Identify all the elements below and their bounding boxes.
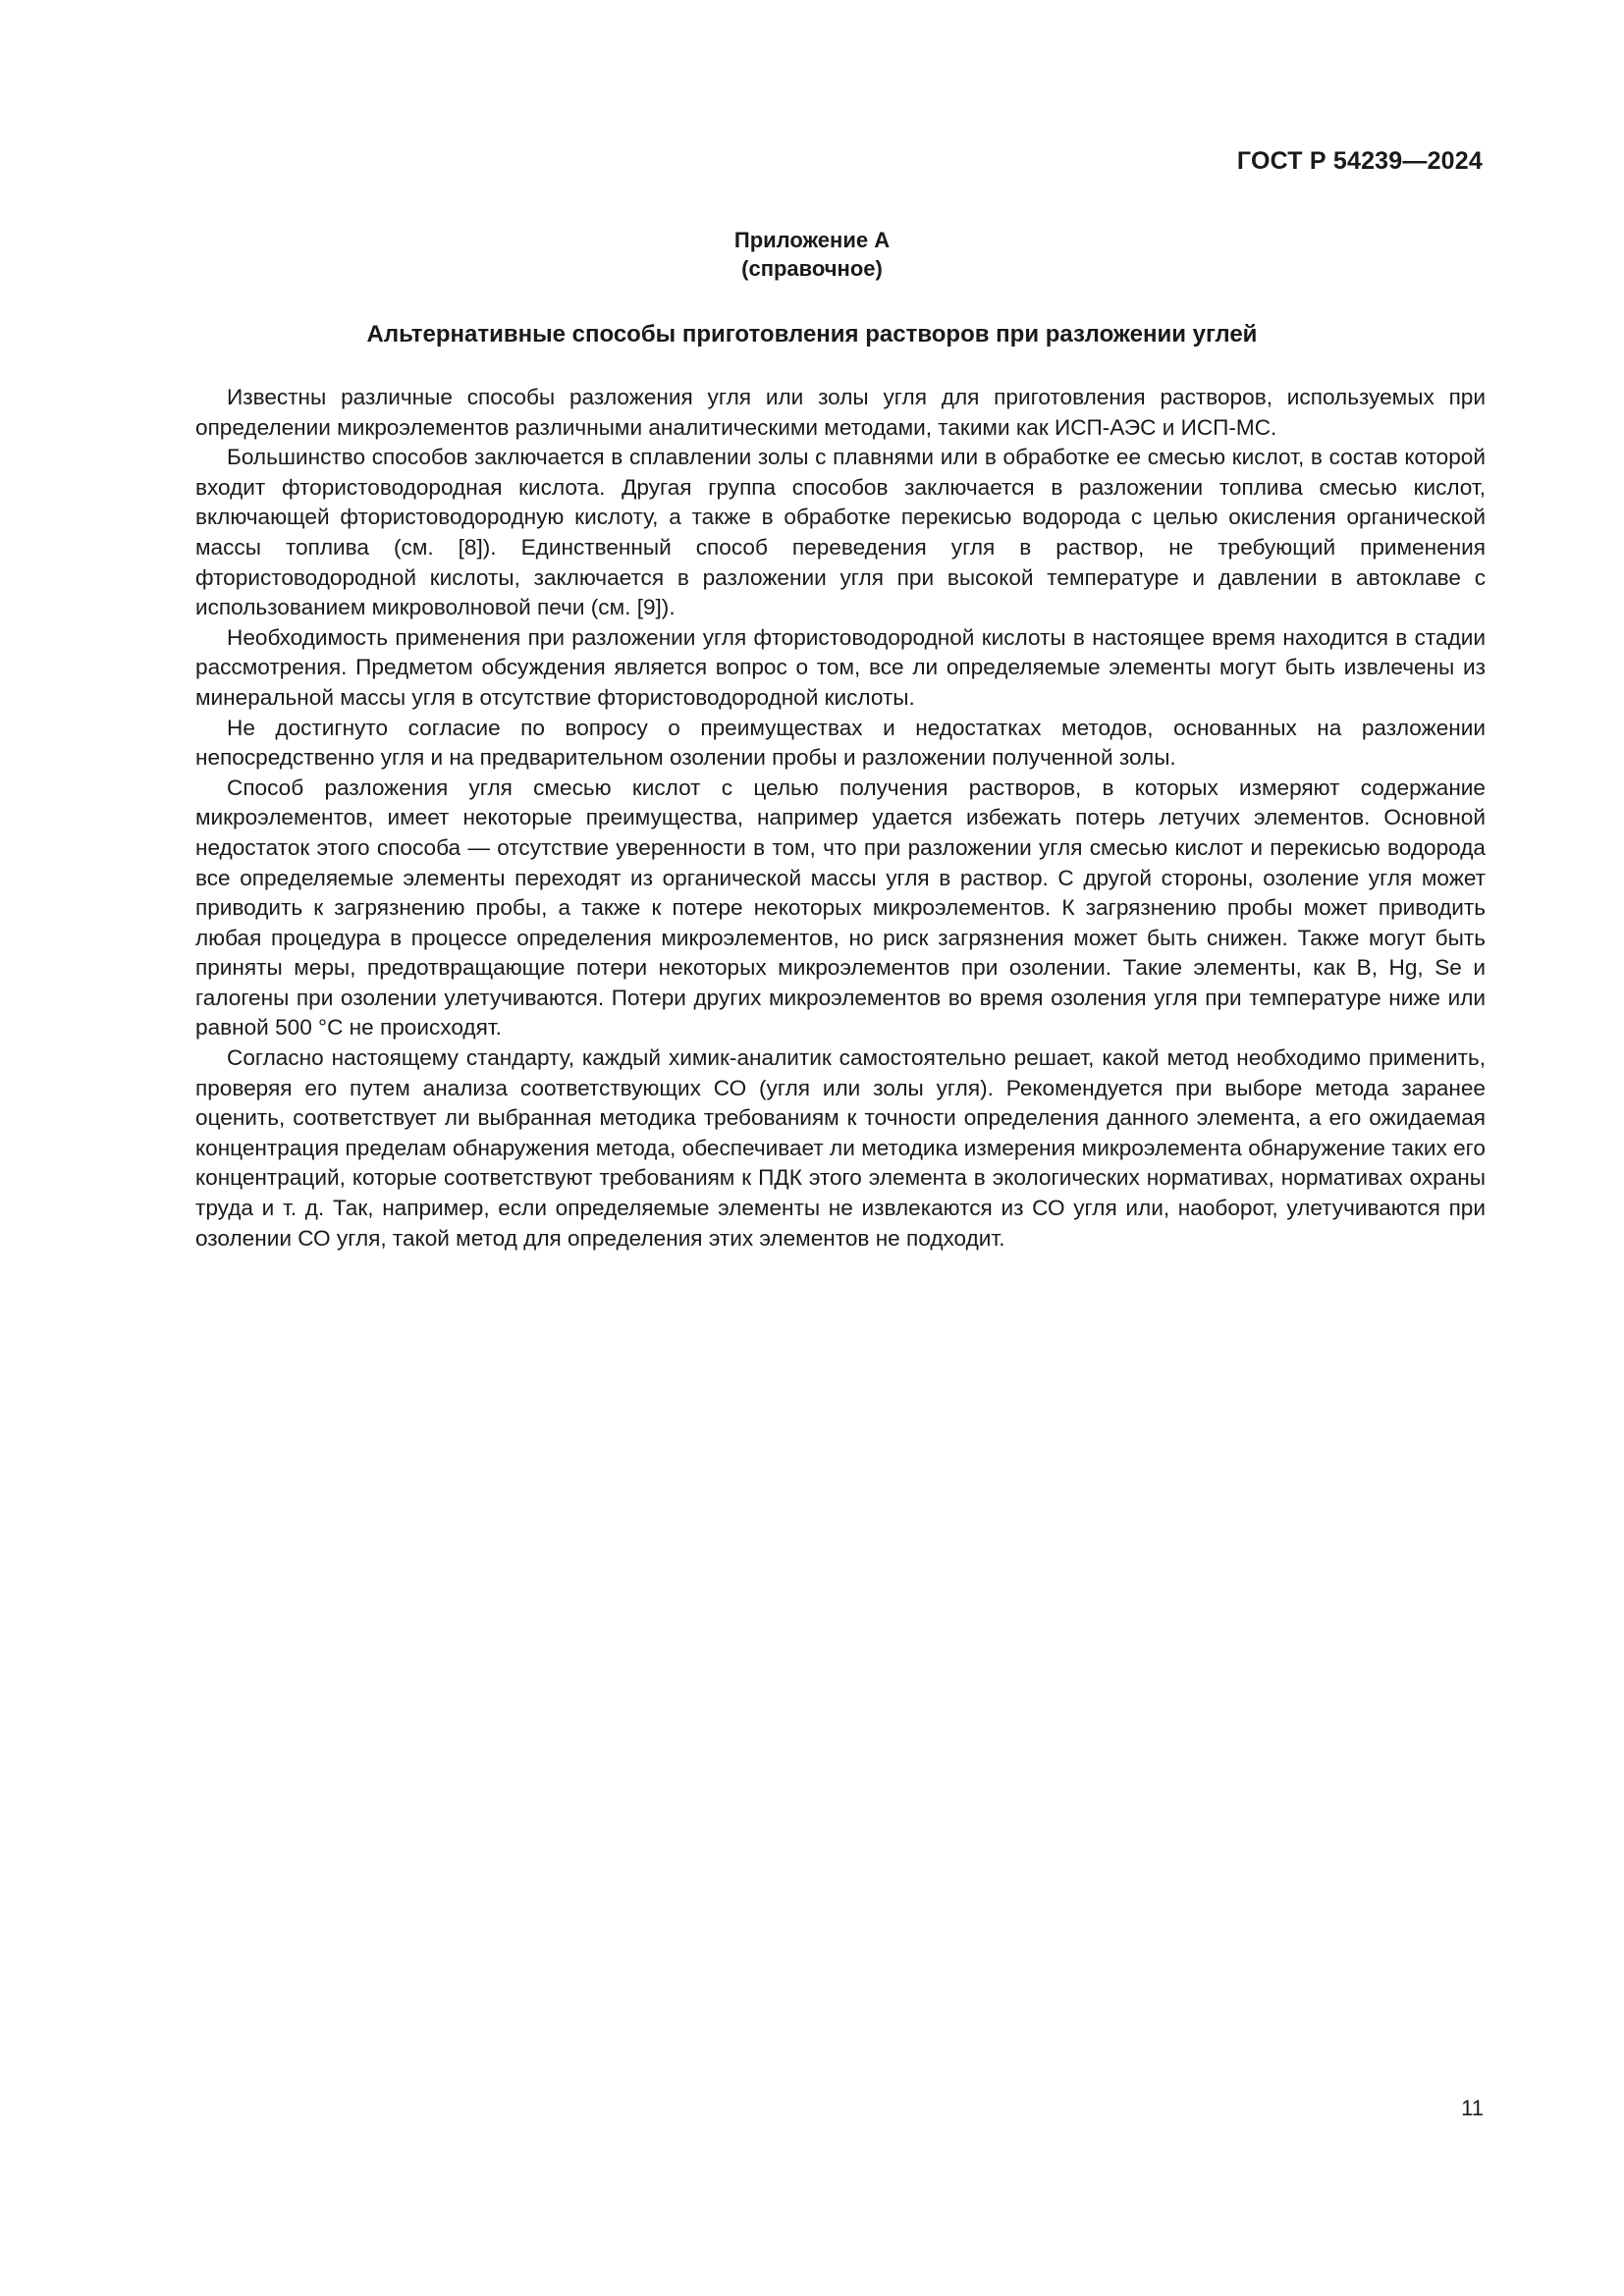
document-code: ГОСТ Р 54239—2024	[1236, 147, 1483, 175]
annex-heading	[0, 226, 1624, 283]
annex-label: Приложение А	[733, 228, 891, 252]
paragraph: Способ разложения угля смесью кислот с целью получения растворов, в которых измеряют содержание микроэлементов, имеет некоторые преимущества, например удается избежать потерь летучих элементов. Основной недостаток этого способа — отсутствие уверенности в том, что при разложении угля смесью кислот и перекисью водорода все определяемые элементы переходят из органической массы угля в раствор. С другой стороны, озоление угля может приводить к загрязнению пробы, а также к потере некоторых микроэлементов. К загрязнению пробы может приводить любая процедура в процессе определения микроэлементов, но риск загрязнения может быть снижен. Также могут быть приняты меры, предотвращающие потери некоторых микроэлементов при озолении. Такие элементы, как B, Hg, Se и галогены при озолении улетучиваются. Потери других микроэлементов во время озоления угля при температуре ниже или равной 500 °C не происходят.	[195, 774, 1486, 1041]
body-text	[195, 383, 1486, 1254]
annex-type: (справочное)	[741, 256, 883, 281]
paragraph: Не достигнуто согласие по вопросу о преимуществах и недостатках методов, основанных на разложении непосредственно угля и на предварительном озолении пробы и разложении полученной золы.	[195, 715, 1486, 771]
paragraph: Необходимость применения при разложении угля фтористоводородной кислоты в настоящее время находится в стадии рассмотрения. Предметом обсуждения является вопрос о том, все ли определяемые элементы могут быть извлечены из минеральной массы угля в отсутствие фтористоводородной кислоты.	[195, 624, 1486, 710]
paragraph: Большинство способов заключается в сплавлении золы с плавнями или в обработке ее смесью кислот, в состав которой входит фтористоводородная кислота. Другая группа способов заключается в разложении топлива смесью кислот, включающей фтористоводородную кислоту, а также в обработке перекисью водорода с целью окисления органической массы топлива (см. [8]). Единственный способ переведения угля в раствор, не требующий применения фтористоводородной кислоты, заключается в разложении угля при высокой температуре и давлении в автоклаве с использованием микроволновой печи (см. [9]).	[195, 445, 1486, 620]
annex-title: Альтернативные способы приготовления растворов при разложении углей	[366, 321, 1258, 347]
paragraph: Согласно настоящему стандарту, каждый химик-аналитик самостоятельно решает, какой метод необходимо применить, проверяя его путем анализа соответствующих СО (угля или золы угля). Рекомендуется при выборе метода заранее оценить, соответствует ли выбранная методика требованиям к точности определения данного элемента, а его ожидаемая концентрация пределам обнаружения метода, обеспечивает ли методика измерения микроэлемента обнаружение таких его концентраций, которые соответствуют требованиям к ПДК этого элемента в экологических нормативах, нормативах охраны труда и т. д. Так, например, если определяемые элементы не извлекаются из СО угля или, наоборот, улетучиваются при озолении СО угля, такой метод для определения этих элементов не подходит.	[195, 1045, 1486, 1251]
paragraph: Известны различные способы разложения угля или золы угля для приготовления растворов, используемых при определении микроэлементов различными аналитическими методами, такими как ИСП-АЭС и ИСП-МС.	[195, 385, 1486, 440]
page-number: 11	[1461, 2096, 1484, 2120]
